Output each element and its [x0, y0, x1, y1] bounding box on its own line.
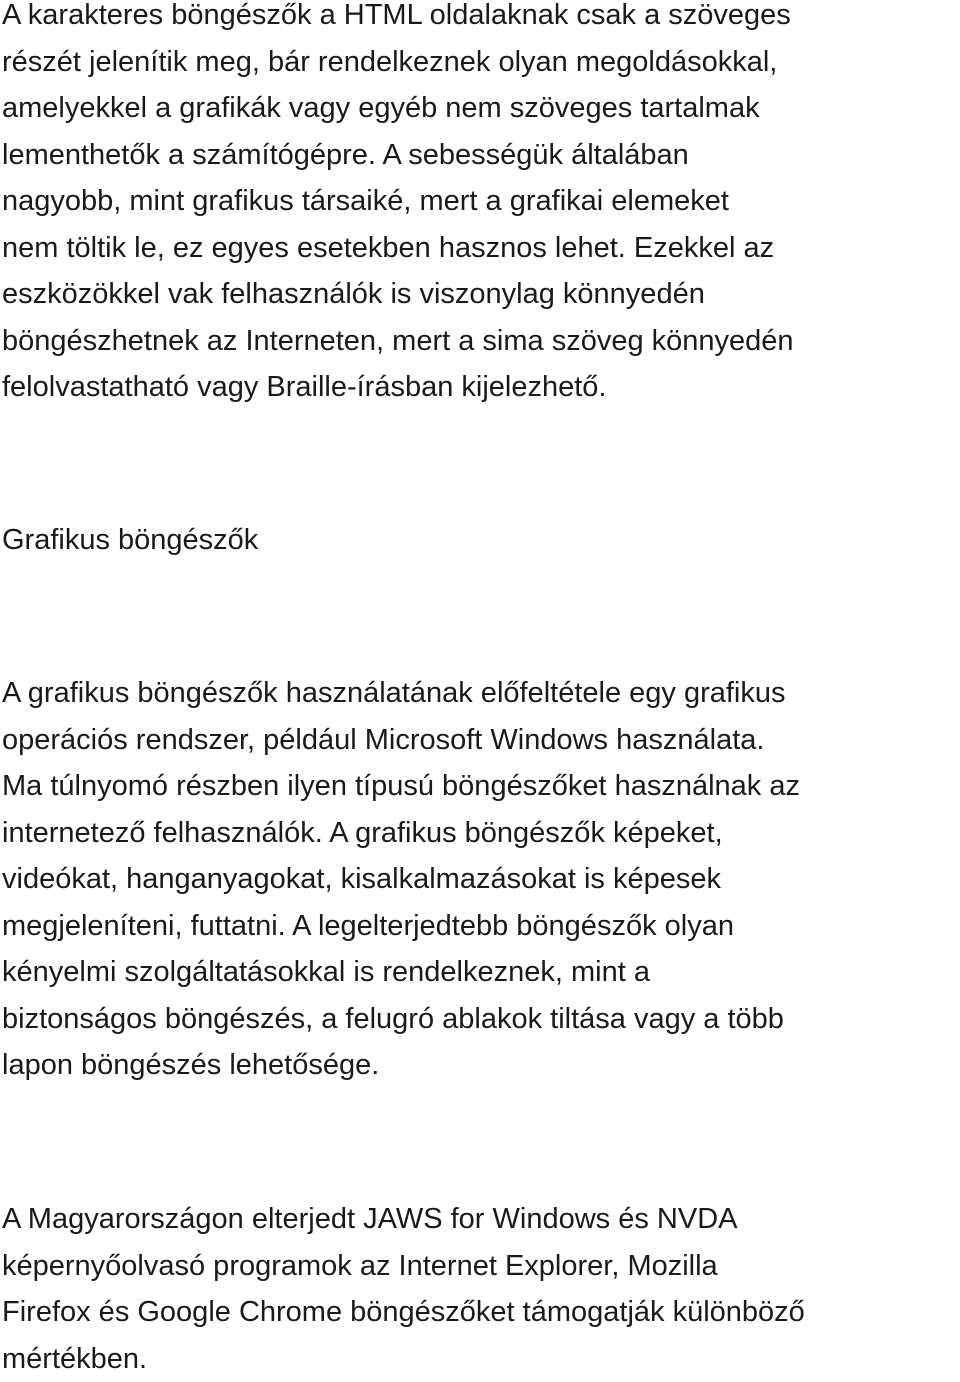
paragraph-line: eszközökkel vak felhasználók is viszonylag könnyedén	[2, 271, 794, 318]
paragraph-graphical-browsers	[2, 670, 800, 1089]
paragraph-line: nagyobb, mint grafikus társaiké, mert a grafikai elemeket	[2, 178, 794, 225]
paragraph-line: részét jelenítik meg, bár rendelkeznek olyan megoldásokkal,	[2, 39, 794, 86]
heading-text: Grafikus böngészők	[2, 517, 258, 564]
paragraph-line: operációs rendszer, például Microsoft Windows használata.	[2, 717, 800, 764]
paragraph-line: képernyőolvasó programok az Internet Explorer, Mozilla	[2, 1243, 805, 1290]
paragraph-line: A karakteres böngészők a HTML oldalaknak csak a szöveges	[2, 0, 794, 39]
paragraph-line: lapon böngészés lehetősége.	[2, 1042, 800, 1089]
paragraph-line: Firefox és Google Chrome böngészőket támogatják különböző	[2, 1289, 805, 1336]
paragraph-screen-readers	[2, 1196, 805, 1382]
paragraph-line: amelyekkel a grafikák vagy egyéb nem szöveges tartalmak	[2, 85, 794, 132]
paragraph-line: videókat, hanganyagokat, kisalkalmazásokat is képesek	[2, 856, 800, 903]
paragraph-line: böngészhetnek az Interneten, mert a sima szöveg könnyedén	[2, 318, 794, 365]
paragraph-line: A grafikus böngészők használatának előfeltétele egy grafikus	[2, 670, 800, 717]
paragraph-line: felolvastatható vagy Braille-írásban kijelezhető.	[2, 364, 794, 411]
paragraph-line: A Magyarországon elterjedt JAWS for Windows és NVDA	[2, 1196, 805, 1243]
paragraph-line: biztonságos böngészés, a felugró ablakok tiltása vagy a több	[2, 996, 800, 1043]
paragraph-line: kényelmi szolgáltatásokkal is rendelkeznek, mint a	[2, 949, 800, 996]
paragraph-line: megjeleníteni, futtatni. A legelterjedtebb böngészők olyan	[2, 903, 800, 950]
paragraph-line: lementhetők a számítógépre. A sebességük általában	[2, 132, 794, 179]
paragraph-line: Ma túlnyomó részben ilyen típusú böngészőket használnak az	[2, 763, 800, 810]
section-heading	[2, 517, 258, 564]
paragraph-text-browsers	[2, 0, 794, 411]
paragraph-line: mértékben.	[2, 1336, 805, 1382]
paragraph-line: nem töltik le, ez egyes esetekben hasznos lehet. Ezekkel az	[2, 225, 794, 272]
paragraph-line: internetező felhasználók. A grafikus böngészők képeket,	[2, 810, 800, 857]
